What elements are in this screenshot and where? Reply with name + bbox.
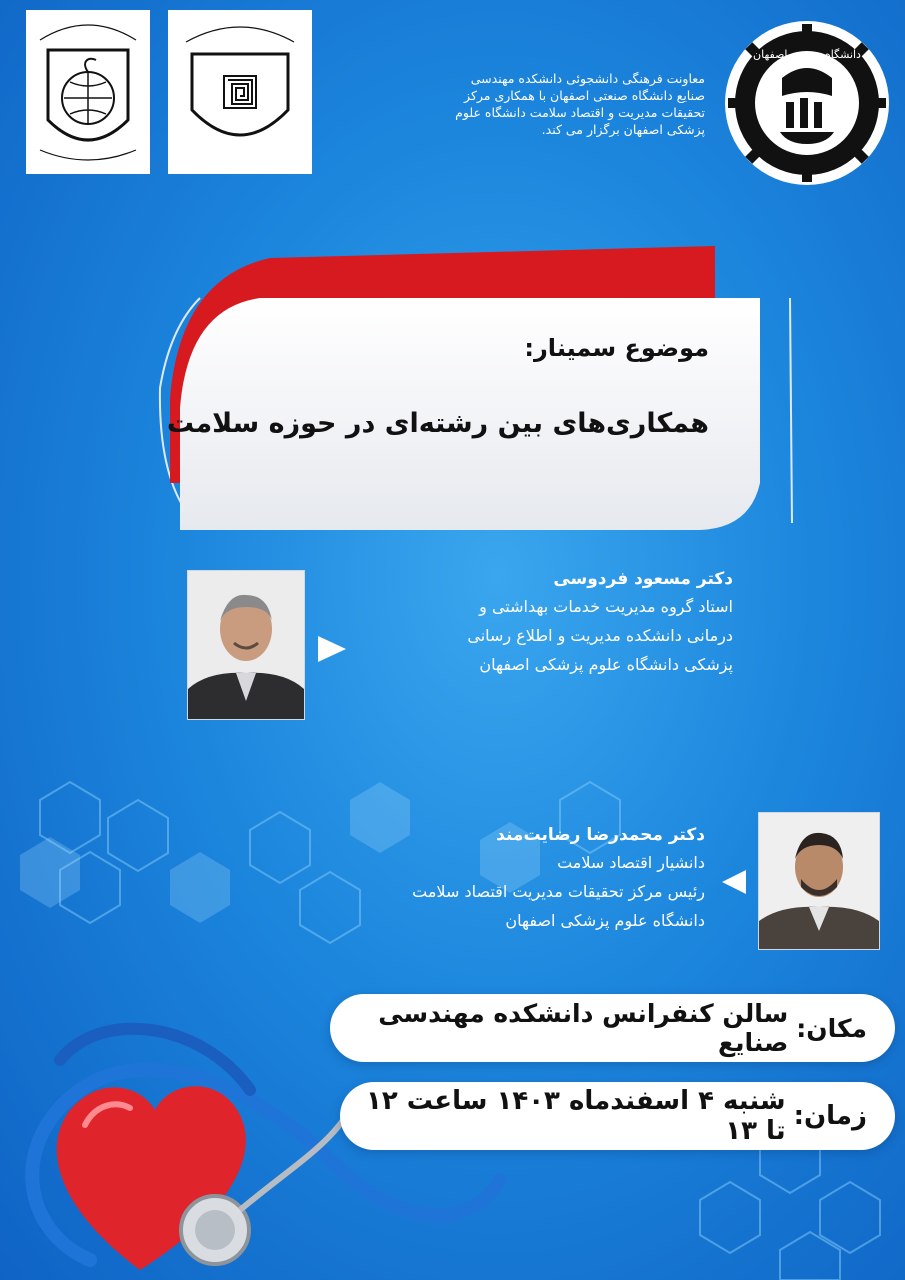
speaker-pointer-icon [722, 870, 746, 894]
speaker-detail: دانشگاه علوم پزشکی اصفهان [505, 911, 705, 930]
speaker-name: دکتر مسعود فردوسی [553, 569, 733, 589]
speaker-detail: درمانی دانشکده مدیریت و اطلاع رسانی [467, 626, 733, 645]
iut-ring-text: دانشگاه صنعتی اصفهان [753, 48, 861, 61]
speaker-photo [758, 812, 880, 950]
speaker-detail: استاد گروه مدیریت خدمات بهداشتی و [479, 597, 733, 616]
speaker-pointer-icon [318, 636, 346, 662]
place-value: سالن کنفرانس دانشکده مهندسی صنایع [378, 999, 789, 1057]
sponsor-line: پزشکی اصفهان برگزار می کند. [541, 122, 705, 137]
speaker-detail: پزشکی دانشگاه علوم پزشکی اصفهان [479, 655, 733, 674]
sponsor-line: صنایع دانشگاه صنعتی اصفهان با همکاری مرکز [464, 88, 705, 103]
speaker-detail: رئیس مرکز تحقیقات مدیریت اقتصاد سلامت [412, 882, 705, 901]
research-center-logo [168, 10, 312, 174]
event-time [340, 1082, 895, 1150]
sponsor-line: تحقیقات مدیریت و اقتصاد سلامت دانشگاه علوم [455, 105, 705, 120]
speaker-name: دکتر محمدرضا رضایت‌مند [496, 825, 705, 845]
sponsor-line: معاونت فرهنگی دانشجوئی دانشکده مهندسی [470, 71, 705, 86]
iut-logo [722, 18, 892, 188]
speaker-info [353, 566, 733, 679]
time-value: شنبه ۴ اسفندماه ۱۴۰۳ ساعت ۱۲ تا ۱۳ [365, 1086, 786, 1146]
medical-university-logo [26, 10, 150, 174]
seminar-title-card [140, 238, 820, 548]
speaker-detail: دانشیار اقتصاد سلامت [557, 853, 705, 872]
time-label: زمان: [793, 1101, 867, 1131]
sponsor-text [375, 70, 705, 138]
event-place [330, 994, 895, 1062]
seminar-label: موضوع سمینار: [524, 334, 709, 362]
seminar-title: همکاری‌های بین رشته‌ای در حوزه سلامت [166, 408, 709, 439]
speaker-photo [187, 570, 305, 720]
speaker-info [285, 822, 705, 935]
place-label: مکان: [796, 1013, 867, 1043]
